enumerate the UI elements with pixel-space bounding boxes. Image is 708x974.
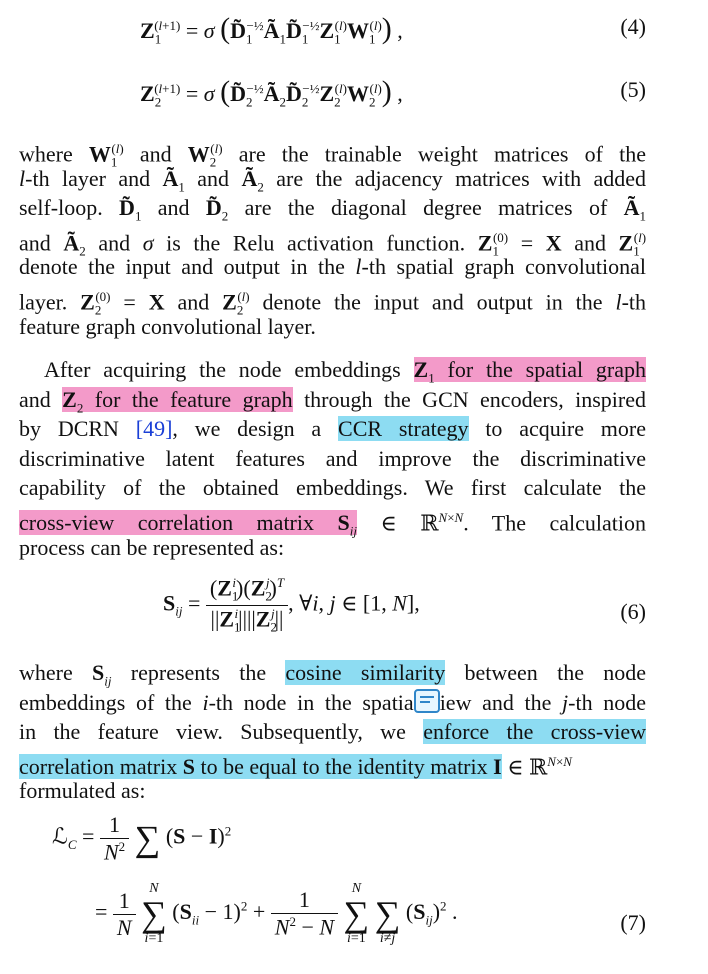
equation-6 (0, 575, 708, 647)
text-line: discriminative latent features and improve the discriminative (19, 445, 646, 471)
sum-symbol: N ∑ i=1 (343, 881, 370, 946)
equation-number: (5) (620, 77, 646, 102)
equation-4 (0, 2, 708, 52)
equation-6-body: $S_{ij}$ = $\frac{(Z_1^i)(Z_2^j)^T}{||Z_1^i||||Z_2^j||}$ , ∀i, j ∈ [1, N], (163, 575, 420, 635)
text-line: capability of the obtained embeddings. We first calculate the (19, 475, 646, 501)
equation-7-line-2: = $\frac{1}{N}$ N ∑ i=1 $(S_{ii} - 1)^2$ + $\frac{1}{N^2 - N}$ N ∑ i=1 ∑ i≠j $(S_{ij})^2$ . (95, 881, 458, 946)
text-line: feature graph convolutional layer. (19, 313, 316, 339)
text-line: cross-view correlation matrix $S_{ij}$ ∈ ℝ$^{N\times N}$. The calculation (19, 509, 647, 539)
text-line: After acquiring the node embeddings $Z_1$ for the spatial graph (44, 357, 646, 386)
text-line: l-th layer and $Ã_1$ and $Ã_2$ are the adjacency matrices with added (19, 165, 647, 194)
sum-symbol: ∑ i≠j (374, 894, 401, 946)
highlight-pink[interactable]: $Z_2$ for the feature graph (62, 386, 293, 415)
comment-icon[interactable] (414, 689, 440, 713)
equation-number: (4) (620, 14, 646, 39)
paragraph-3 (19, 658, 646, 806)
text-line: denote the input and output in the l-th spatial graph convolutional (19, 254, 646, 280)
highlight-blue[interactable]: correlation matrix S to be equal to the identity matrix I (19, 754, 502, 780)
equation-7 (0, 812, 708, 972)
fraction: $\frac{1}{N^2}$ (100, 812, 129, 865)
text-line: and $Ã_2$ and σ is the Relu activation function. $Z_1^{(0)} = X$ and $Z_1^{(l)}$ (19, 229, 647, 259)
text-line: correlation matrix S to be equal to the identity matrix I ∈ ℝ$^{N\times N}$ (19, 753, 572, 780)
equation-number: (7) (620, 910, 646, 935)
text-line: formulated as: (19, 778, 146, 804)
fraction: $\frac{1}{N^2 - N}$ (271, 887, 338, 940)
equation-5-body: $Z_2^{(l+1)} = \sigma$ $(D̃_2^{-\frac{1}{2}}Ã_2D̃_2^{-\frac{1}{2}}Z_2^{(l)}W_2^{(l)})$ , (140, 75, 403, 110)
highlight-blue[interactable]: cosine similarity (285, 660, 446, 685)
citation-link[interactable]: [49] (135, 416, 173, 442)
equation-7-line-1: ℒ$_C$ = $\frac{1}{N^2}$ ∑ $(S - I)^2$ (52, 812, 232, 865)
text-line: in the feature view. Subsequently, we enforce the cross-view (19, 719, 646, 745)
text-line: and $Z_2$ for the feature graph through the GCN encoders, inspired (19, 386, 646, 415)
text-line: where $S_{ij}$ represents the cosine similarity between the node (19, 660, 647, 689)
paragraph-2 (19, 355, 646, 562)
highlight-pink[interactable]: $Z_1$ for the spatial graph (413, 357, 646, 386)
text-line: embeddings of the i-th node in the spatia iew and the j-th node (19, 689, 647, 715)
text-line: by DCRN [49], we design a CCR strategy to acquire more (19, 416, 646, 442)
sum-symbol: N ∑ i=1 (141, 881, 167, 946)
equation-4-body: $Z_1^{(l+1)} = \sigma$ $(D̃_1^{-\frac{1}{2}}Ã_1D̃_1^{-\frac{1}{2}}Z_1^{(l)}W_1^{(l)})$ , (140, 12, 403, 47)
highlight-blue[interactable]: CCR strategy (338, 416, 469, 442)
highlight-pink[interactable]: cross-view correlation matrix $S_{ij}$ (19, 510, 357, 539)
text-line: where $W_1^{(l)}$ and $W_2^{(l)}$ are the trainable weight matrices of the (19, 141, 646, 170)
fraction: $\frac{(Z_1^i)(Z_2^j)^T}{||Z_1^i||||Z_2^j||}$ (206, 575, 288, 635)
text-line: layer. $Z_2^{(0)} = X$ and $Z_2^{(l)}$ denote the input and output in the l-th (19, 288, 647, 318)
text-line: self-loop. $D̃_1$ and $D̃_2$ are the diagonal degree matrices of $Ã_1$ (19, 195, 647, 224)
highlight-blue[interactable]: enforce the cross-view (423, 719, 646, 745)
fraction: $\frac{1}{N}$ (113, 888, 136, 941)
equation-number: (6) (620, 599, 646, 624)
equation-5 (0, 65, 708, 115)
text-line: process can be represented as: (19, 534, 285, 560)
paragraph-1 (19, 134, 646, 341)
